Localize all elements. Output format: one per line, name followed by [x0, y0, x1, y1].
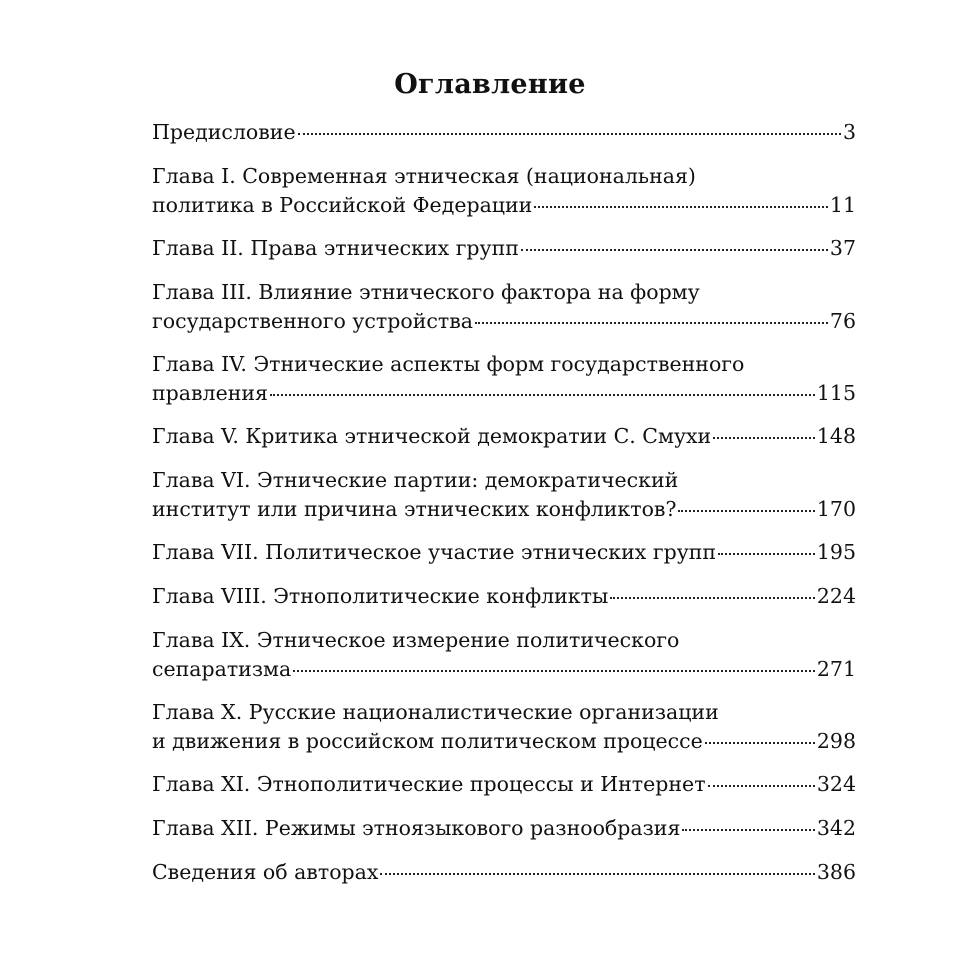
toc-entry [152, 422, 856, 451]
toc-entry-title-line: Глава IX. Этническое измерение политического [152, 628, 680, 652]
toc-entry [152, 814, 856, 843]
toc-entry-title-line: Глава V. Критика этнической демократии С. Смухи [152, 424, 712, 448]
dot-leader [708, 771, 815, 792]
toc-entry-title-line: Глава VI. Этнические партии: демократический [152, 468, 679, 492]
toc-entry-last-line [152, 191, 856, 220]
toc-entry [152, 770, 856, 799]
toc-entry [152, 350, 856, 408]
toc-entry-title-line: Глава VII. Политическое участие этнических групп [152, 540, 717, 564]
toc-entry-title-line: сепаратизма [152, 657, 292, 681]
toc-page-number: 386 [816, 860, 856, 884]
toc-entry [152, 538, 856, 567]
toc-entry-last-line [152, 727, 856, 756]
toc-page-number: 76 [829, 309, 856, 333]
toc-entry-last-line [152, 858, 856, 887]
toc-entry-title-line: Глава I. Современная этническая (национальная) [152, 164, 696, 188]
toc-entry-last-line [152, 307, 856, 336]
toc-entry-title-line: Глава XI. Этнополитические процессы и Интернет [152, 772, 706, 796]
dot-leader [380, 859, 814, 880]
toc-page-number: 324 [816, 772, 856, 796]
toc-page-number: 342 [816, 816, 856, 840]
dot-leader [678, 496, 814, 517]
toc-entry-last-line [152, 234, 856, 263]
toc-entry-title-line: Глава X. Русские националистические организации [152, 700, 719, 724]
toc-entry-last-line [152, 118, 856, 147]
toc-entry-title-line: и движения в российском политическом процессе [152, 729, 703, 753]
toc-page-number: 170 [816, 497, 856, 521]
dot-leader [682, 815, 814, 836]
toc-entry-last-line [152, 655, 856, 684]
toc-entry-last-line [152, 814, 856, 843]
toc-page-number: 224 [816, 584, 856, 608]
dot-leader [521, 235, 828, 256]
toc-entry-title-line: институт или причина этнических конфликтов? [152, 497, 677, 521]
toc-entry-title-line: государственного устройства [152, 309, 473, 333]
toc-entry [152, 582, 856, 611]
toc-entry [152, 278, 856, 336]
toc-page-number: 148 [816, 424, 856, 448]
toc-title: Оглавление [394, 69, 586, 100]
toc-entry [152, 626, 856, 684]
toc-page-number: 115 [816, 381, 856, 405]
dot-leader [298, 119, 841, 140]
toc-entry-title-line: Глава II. Права этнических групп [152, 236, 519, 260]
toc-entry [152, 698, 856, 756]
dot-leader [610, 583, 815, 604]
toc-entry-last-line [152, 422, 856, 451]
toc-entry-last-line [152, 538, 856, 567]
toc-entry-last-line [152, 379, 856, 408]
toc-entry-title-line: Глава VIII. Этнополитические конфликты [152, 584, 609, 608]
toc-entry [152, 858, 856, 887]
toc-entry-title-line: Глава III. Влияние этнического фактора на форму [152, 280, 700, 304]
toc-entry-title-line: Предисловие [152, 120, 296, 144]
toc-page-number: 271 [816, 657, 856, 681]
toc-page-number: 195 [816, 540, 856, 564]
dot-leader [705, 728, 815, 749]
dot-leader [270, 380, 815, 401]
toc-entry [152, 162, 856, 220]
toc-page-number: 3 [842, 120, 856, 144]
dot-leader [475, 308, 828, 329]
toc-entry-title-line: политика в Российской Федерации [152, 193, 533, 217]
toc-entry-last-line [152, 770, 856, 799]
toc-page-number: 298 [816, 729, 856, 753]
toc-entry [152, 466, 856, 524]
dot-leader [534, 192, 828, 213]
toc-entry [152, 234, 856, 263]
table-of-contents [152, 118, 856, 902]
toc-page-number: 37 [829, 236, 856, 260]
toc-entry-title-line: Глава XII. Режимы этноязыкового разнообразия [152, 816, 681, 840]
toc-entry-last-line [152, 582, 856, 611]
dot-leader [293, 656, 815, 677]
toc-entry-last-line [152, 495, 856, 524]
dot-leader [718, 539, 815, 560]
toc-entry-title-line: правления [152, 381, 268, 405]
toc-entry-title-line: Глава IV. Этнические аспекты форм государственного [152, 352, 745, 376]
dot-leader [713, 423, 815, 444]
toc-page-number: 11 [829, 193, 856, 217]
toc-entry [152, 118, 856, 147]
toc-entry-title-line: Сведения об авторах [152, 860, 379, 884]
